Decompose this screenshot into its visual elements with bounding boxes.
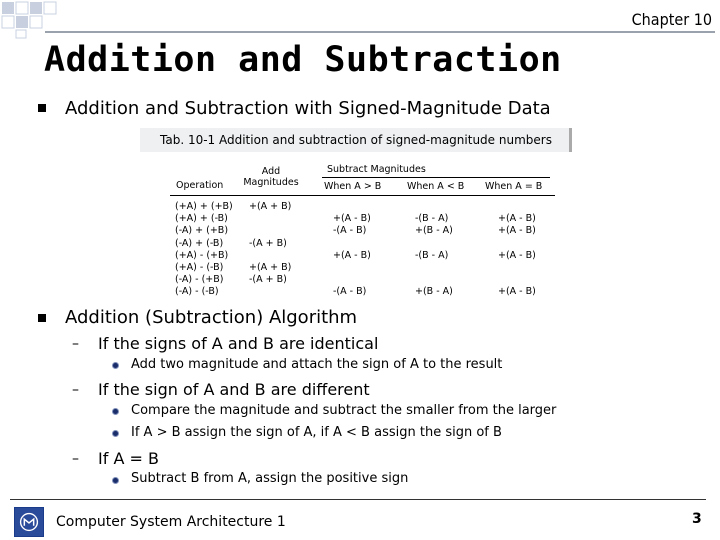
table-cell-lt: -(B - A) bbox=[415, 249, 449, 261]
dot-bullet-icon bbox=[112, 408, 119, 415]
sub-2-text: If the sign of A and B are different bbox=[98, 380, 370, 399]
col-header-operation: Operation bbox=[176, 180, 224, 191]
corner-squares-decoration bbox=[0, 0, 60, 40]
footer-divider bbox=[10, 499, 706, 500]
sub-3-1-text: Subtract B from A, assign the positive sign bbox=[131, 471, 409, 486]
table-cell-op: (-A) - (-B) bbox=[175, 286, 219, 298]
table-cell-add: +(A + B) bbox=[249, 201, 292, 212]
dash-icon: – bbox=[72, 336, 79, 352]
table-cell-lt: +(B - A) bbox=[415, 225, 453, 237]
table-cell-op: (+A) + (+B) bbox=[175, 201, 233, 212]
dash-icon: – bbox=[72, 382, 79, 398]
table-cell-eq: +(A - B) bbox=[498, 286, 536, 298]
table-cell-gt: +(A - B) bbox=[333, 213, 371, 225]
dash-icon: – bbox=[72, 451, 79, 467]
table-cell-gt: -(A - B) bbox=[333, 225, 367, 237]
sub-header-lt: When A < B bbox=[407, 181, 465, 192]
table-cell-op: (-A) - (+B) bbox=[175, 274, 224, 286]
page-number: 3 bbox=[692, 511, 702, 527]
university-logo-icon bbox=[14, 507, 44, 537]
bullet-square-icon bbox=[38, 104, 46, 112]
table-cell-lt: -(B - A) bbox=[415, 213, 449, 225]
sub-2-2-text: If A > B assign the sign of A, if A < B assign the sign of B bbox=[131, 425, 502, 440]
dot-bullet-icon bbox=[112, 430, 119, 437]
sub-3-text: If A = B bbox=[98, 449, 159, 468]
slide-title: Addition and Subtraction bbox=[44, 40, 562, 80]
sub-header-eq: When A = B bbox=[485, 181, 543, 192]
sub-header-gt: When A > B bbox=[324, 181, 382, 192]
sub-1-1-text: Add two magnitude and attach the sign of A to the result bbox=[131, 357, 503, 372]
table-cell-op: (+A) + (-B) bbox=[175, 213, 228, 225]
table-cell-add: -(A + B) bbox=[249, 274, 287, 286]
table-header-rule bbox=[170, 195, 555, 196]
table-cell-op: (-A) + (+B) bbox=[175, 225, 229, 237]
bullet-2-text: Addition (Subtraction) Algorithm bbox=[65, 307, 358, 328]
table-caption: Tab. 10-1 Addition and subtraction of signed-magnitude numbers bbox=[140, 128, 572, 152]
sub-1-text: If the signs of A and B are identical bbox=[98, 334, 379, 353]
chapter-label: Chapter 10 bbox=[631, 10, 712, 29]
table-cell-gt: +(A - B) bbox=[333, 249, 371, 261]
table-cell-eq: +(A - B) bbox=[498, 249, 536, 261]
table-cell-op: (+A) - (+B) bbox=[175, 249, 229, 261]
table-cell-op: (-A) + (-B) bbox=[175, 237, 224, 249]
table-cell-lt: +(B - A) bbox=[415, 286, 453, 298]
table-cell-add: -(A + B) bbox=[249, 237, 287, 249]
footer-course: Computer System Architecture 1 bbox=[56, 514, 286, 530]
col-header-add: Add Magnitudes bbox=[243, 166, 299, 188]
bullet-1-text: Addition and Subtraction with Signed-Magnitude Data bbox=[65, 98, 551, 119]
table-cell-op: (+A) - (-B) bbox=[175, 262, 224, 273]
bullet-square-icon bbox=[38, 314, 46, 322]
subtract-underline bbox=[322, 177, 550, 178]
table-cell-eq: +(A - B) bbox=[498, 213, 536, 225]
dot-bullet-icon bbox=[112, 477, 119, 484]
col-header-subtract: Subtract Magnitudes bbox=[327, 164, 426, 175]
table-cell-add: +(A + B) bbox=[249, 262, 292, 273]
signed-magnitude-table bbox=[165, 160, 555, 302]
table-cell-gt: -(A - B) bbox=[333, 286, 367, 298]
dot-bullet-icon bbox=[112, 362, 119, 369]
table-cell-eq: +(A - B) bbox=[498, 225, 536, 237]
sub-2-1-text: Compare the magnitude and subtract the smaller from the larger bbox=[131, 403, 557, 418]
header-divider bbox=[45, 31, 715, 33]
